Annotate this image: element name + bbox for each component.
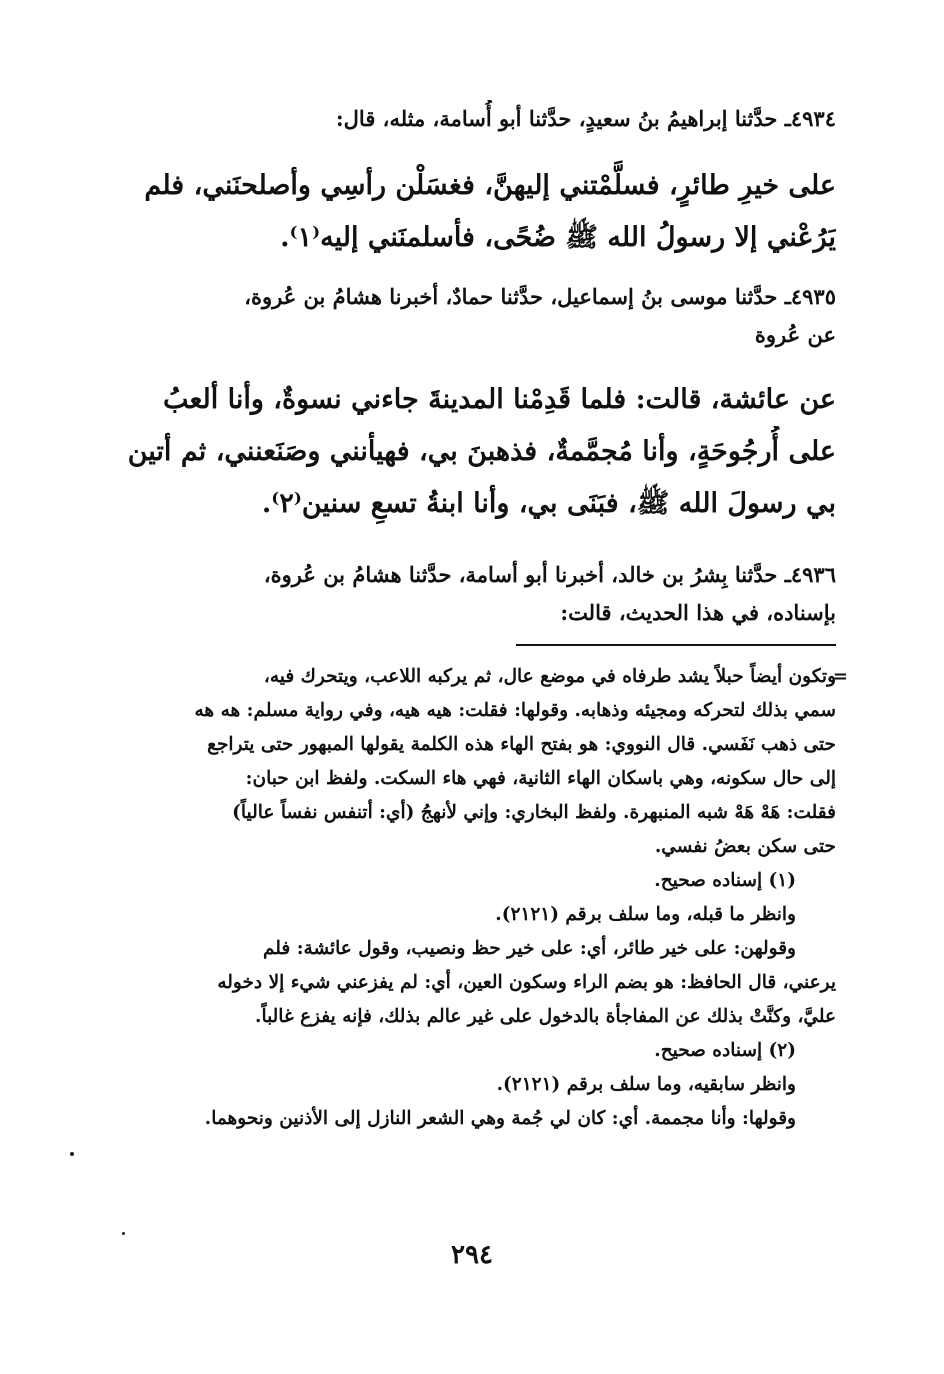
footnote-line: وتكون أيضاً حبلاً يشد طرفاه في موضع عال، ثم يركبه اللاعب، ويتحرك فيه، [263, 666, 836, 687]
matn-line: عن عائشة، قالت: فلما قَدِمْنا المدينةَ جاءني نسوةٌ، وأنا ألعبُ [162, 384, 836, 415]
matn-line: بي رسولَ الله ﷺ، فبَنَى بي، وأنا ابنةُ تسعِ سنين⁽٢⁾. [261, 488, 836, 519]
isnad-line: ٤٩٣٦ـ حدَّثنا بِشرُ بن خالد، أخبرنا أبو أسامة، حدَّثنا هشامُ بن عُروة، [263, 562, 836, 587]
isnad-line: ٤٩٣٥ـ حدَّثنا موسى بنُ إسماعيل، حدَّثنا حمادٌ، أخبرنا هشامُ بن عُروة، [244, 284, 836, 309]
isnad-line: بإسناده، في هذا الحديث، قالت: [560, 600, 836, 625]
footnote-line: عليَّ، وكنَّتْ بذلك عن المفاجأة بالدخول على غير عالم بذلك، فإنه يفزع غالباً. [255, 1006, 836, 1027]
footnote-line: حتى ذهب نَفَسي. قال النووي: هو بفتح الهاء هذه الكلمة يقولها المبهور حتى يتراجع [207, 734, 836, 755]
footnote-line: إلى حال سكونه، وهي باسكان الهاء الثانية، فهي هاء السكت. ولفظ ابن حبان: [245, 768, 836, 789]
footnote-line: حتى سكن بعضُ نفسي. [654, 836, 836, 857]
scan-speck [70, 1152, 74, 1156]
footnote-continuation-mark: = [832, 666, 848, 687]
scan-speck [122, 1232, 125, 1235]
footnote-line: سمي بذلك لتحركه ومجيئه وذهابه. وقولها: فقلت: هيه هيه، وفي رواية مسلم: هه هه [194, 700, 836, 721]
hadith-4936-isnad [108, 556, 836, 632]
footnote-line: وانظر ما قبله، وما سلف برقم (٢١٢١). [495, 904, 796, 925]
footnote-line: يرعني، قال الحافظ: هو بضم الراء وسكون العين، أي: لم يفزعني شيء إلا دخوله [217, 972, 836, 993]
footnote-line: وقولهن: على خير طائر، أي: على خير حظ ونصيب، وقول عائشة: فلم [263, 938, 796, 959]
matn-line: يَرُعْني إلا رسولُ الله ﷺ ضُحًى، فأسلمنَني إليه⁽١⁾. [280, 222, 836, 253]
matn-line: على أُرجُوحَةٍ، وأنا مُجمَّمةٌ، فذهبنَ بي، فهيأنني وصَنَعنني، ثم أتين [127, 436, 836, 467]
matn-line: على خيرِ طائرٍ، فسلَّمْتني إليهنَّ، فغسَلْن رأسِي وأصلحنَني، فلم [144, 170, 836, 201]
isnad-line: ٤٩٣٤ـ حدَّثنا إبراهيمُ بنُ سعيدٍ، حدَّثنا أبو أُسامة، مثله، قال: [335, 106, 836, 131]
hadith-4934-matn [108, 160, 836, 264]
footnote-line: (١) إسناده صحيح. [654, 870, 796, 891]
footnote-line: وانظر سابقيه، وما سلف برقم (٢١٢١). [496, 1074, 796, 1095]
footnote-line: وقولها: وأنا مجممة. أي: كان لي جُمة وهي الشعر النازل إلى الأذنين ونحوهما. [204, 1108, 796, 1129]
footnote-divider [516, 644, 836, 646]
footnote-line: فقلت: هَهْ هَهْ شبه المنبهرة. ولفظ البخاري: وإني لأنهجُ (أي: أتنفس نفساً عالياً) [232, 802, 836, 823]
page-number: ٢٩٤ [451, 1240, 493, 1270]
isnad-line: عن عُروة [754, 322, 836, 347]
hadith-4935-matn [108, 374, 836, 530]
hadith-4934-isnad [108, 100, 836, 138]
footnote-line: (٢) إسناده صحيح. [654, 1040, 796, 1061]
footnotes [108, 660, 836, 1136]
hadith-4935-isnad [108, 278, 836, 354]
